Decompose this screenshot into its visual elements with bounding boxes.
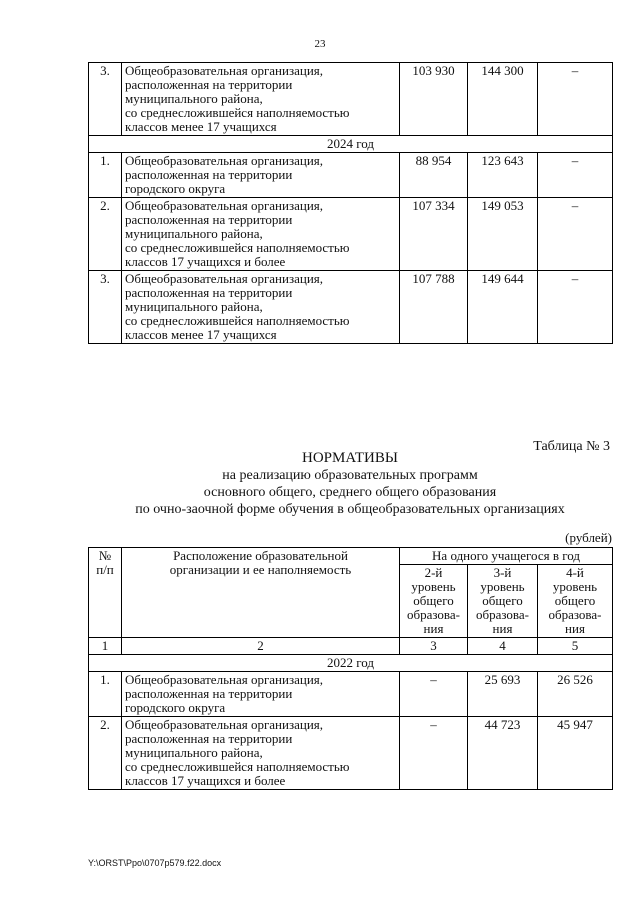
value-cell: 149 644 <box>468 271 538 344</box>
column-number: 3 <box>400 638 468 655</box>
header-text: уровень <box>480 579 525 594</box>
header-level-3 <box>468 565 538 638</box>
title-main: НОРМАТИВЫ <box>302 450 398 466</box>
regulation-table-continued <box>88 62 613 344</box>
description-line: Общеобразовательная организация, <box>125 271 324 286</box>
description-line: муниципального района, <box>125 226 263 241</box>
title-line-3: по очно-заочной форме обучения в общеобразовательных организациях <box>135 502 565 517</box>
value-cell: 123 643 <box>468 153 538 198</box>
description-line: расположенная на территории <box>125 212 293 227</box>
table-row <box>89 672 613 717</box>
description-line: классов 17 учащихся и более <box>125 773 286 788</box>
year-label: 2024 год <box>89 136 613 153</box>
header-text: образова- <box>475 607 529 622</box>
description-line: Общеобразовательная организация, <box>125 672 324 687</box>
header-level-2 <box>400 565 468 638</box>
description-line: со среднесложившейся наполняемостью <box>125 240 350 255</box>
value-cell: 103 930 <box>400 63 468 136</box>
row-number: 1. <box>89 672 122 717</box>
value-cell: 25 693 <box>468 672 538 717</box>
header-num <box>89 548 122 638</box>
row-number: 3. <box>89 63 122 136</box>
header-text: общего <box>413 593 454 608</box>
description-line: классов менее 17 учащихся <box>125 327 277 342</box>
header-per-student: На одного учащегося в год <box>400 548 613 565</box>
table-row <box>89 198 613 271</box>
organization-description <box>122 198 400 271</box>
column-number: 2 <box>122 638 400 655</box>
column-number: 4 <box>468 638 538 655</box>
description-line: расположенная на территории <box>125 731 293 746</box>
column-number: 1 <box>89 638 122 655</box>
header-row <box>89 548 613 565</box>
organization-description <box>122 63 400 136</box>
table-row <box>89 63 613 136</box>
description-line: муниципального района, <box>125 299 263 314</box>
description-line: расположенная на территории <box>125 285 293 300</box>
value-cell: – <box>538 198 613 271</box>
row-number: 2. <box>89 198 122 271</box>
organization-description <box>122 672 400 717</box>
header-text: ния <box>492 621 513 636</box>
description-line: Общеобразовательная организация, <box>125 198 324 213</box>
row-number: 3. <box>89 271 122 344</box>
header-text: 2-й <box>424 565 443 580</box>
header-text: ния <box>423 621 444 636</box>
header-text: уровень <box>552 579 598 594</box>
header-text: образова- <box>406 607 460 622</box>
units-label: (рублей) <box>565 530 612 545</box>
description-line: со среднесложившейся наполняемостью <box>125 759 350 774</box>
column-number: 5 <box>538 638 613 655</box>
value-cell: 107 788 <box>400 271 468 344</box>
organization-description <box>122 717 400 790</box>
value-cell: 26 526 <box>538 672 613 717</box>
row-number: 2. <box>89 717 122 790</box>
regulation-table-3 <box>88 547 613 790</box>
title-line-2: основного общего, среднего общего образования <box>203 485 497 500</box>
description-line: городского округа <box>125 181 226 196</box>
value-cell: – <box>538 271 613 344</box>
description-line: расположенная на территории <box>125 77 293 92</box>
value-cell: 44 723 <box>468 717 538 790</box>
description-line: Общеобразовательная организация, <box>125 717 324 732</box>
header-text: уровень <box>411 579 456 594</box>
title-line-1: на реализацию образовательных программ <box>222 468 478 483</box>
table-title <box>88 450 612 518</box>
organization-description <box>122 153 400 198</box>
header-text: общего <box>482 593 523 608</box>
header-text: Расположение образовательной <box>173 548 348 563</box>
value-cell: 88 954 <box>400 153 468 198</box>
header-text: № <box>98 548 112 563</box>
table-row <box>89 717 613 790</box>
description-line: муниципального района, <box>125 745 263 760</box>
header-location <box>122 548 400 638</box>
value-cell: – <box>538 153 613 198</box>
page-number: 23 <box>314 38 326 50</box>
header-text: ния <box>565 621 585 636</box>
table-row <box>89 271 613 344</box>
header-text: 3-й <box>493 565 512 580</box>
header-text: организации и ее наполняемость <box>169 562 352 577</box>
header-text: п/п <box>96 562 114 577</box>
year-row <box>89 655 613 672</box>
description-line: расположенная на территории <box>125 167 293 182</box>
description-line: классов менее 17 учащихся <box>125 119 277 134</box>
description-line: муниципального района, <box>125 91 263 106</box>
header-text: 4-й <box>566 565 584 580</box>
description-line: расположенная на территории <box>125 686 293 701</box>
value-cell: – <box>400 672 468 717</box>
value-cell: 144 300 <box>468 63 538 136</box>
year-row <box>89 136 613 153</box>
table-row <box>89 153 613 198</box>
column-numbers-row <box>89 638 613 655</box>
header-level-4 <box>538 565 613 638</box>
description-line: Общеобразовательная организация, <box>125 63 324 78</box>
description-line: городского округа <box>125 700 226 715</box>
value-cell: – <box>538 63 613 136</box>
description-line: со среднесложившейся наполняемостью <box>125 313 350 328</box>
header-text: образова- <box>548 607 602 622</box>
value-cell: – <box>400 717 468 790</box>
organization-description <box>122 271 400 344</box>
table-label: Таблица № 3 <box>533 439 610 454</box>
description-line: Общеобразовательная организация, <box>125 153 324 168</box>
value-cell: 149 053 <box>468 198 538 271</box>
file-path-footer: Y:\ORST\Ppo\0707p579.f22.docx <box>88 858 222 868</box>
row-number: 1. <box>89 153 122 198</box>
year-label: 2022 год <box>89 655 613 672</box>
value-cell: 45 947 <box>538 717 613 790</box>
description-line: классов 17 учащихся и более <box>125 254 286 269</box>
header-text: общего <box>554 593 596 608</box>
description-line: со среднесложившейся наполняемостью <box>125 105 350 120</box>
value-cell: 107 334 <box>400 198 468 271</box>
